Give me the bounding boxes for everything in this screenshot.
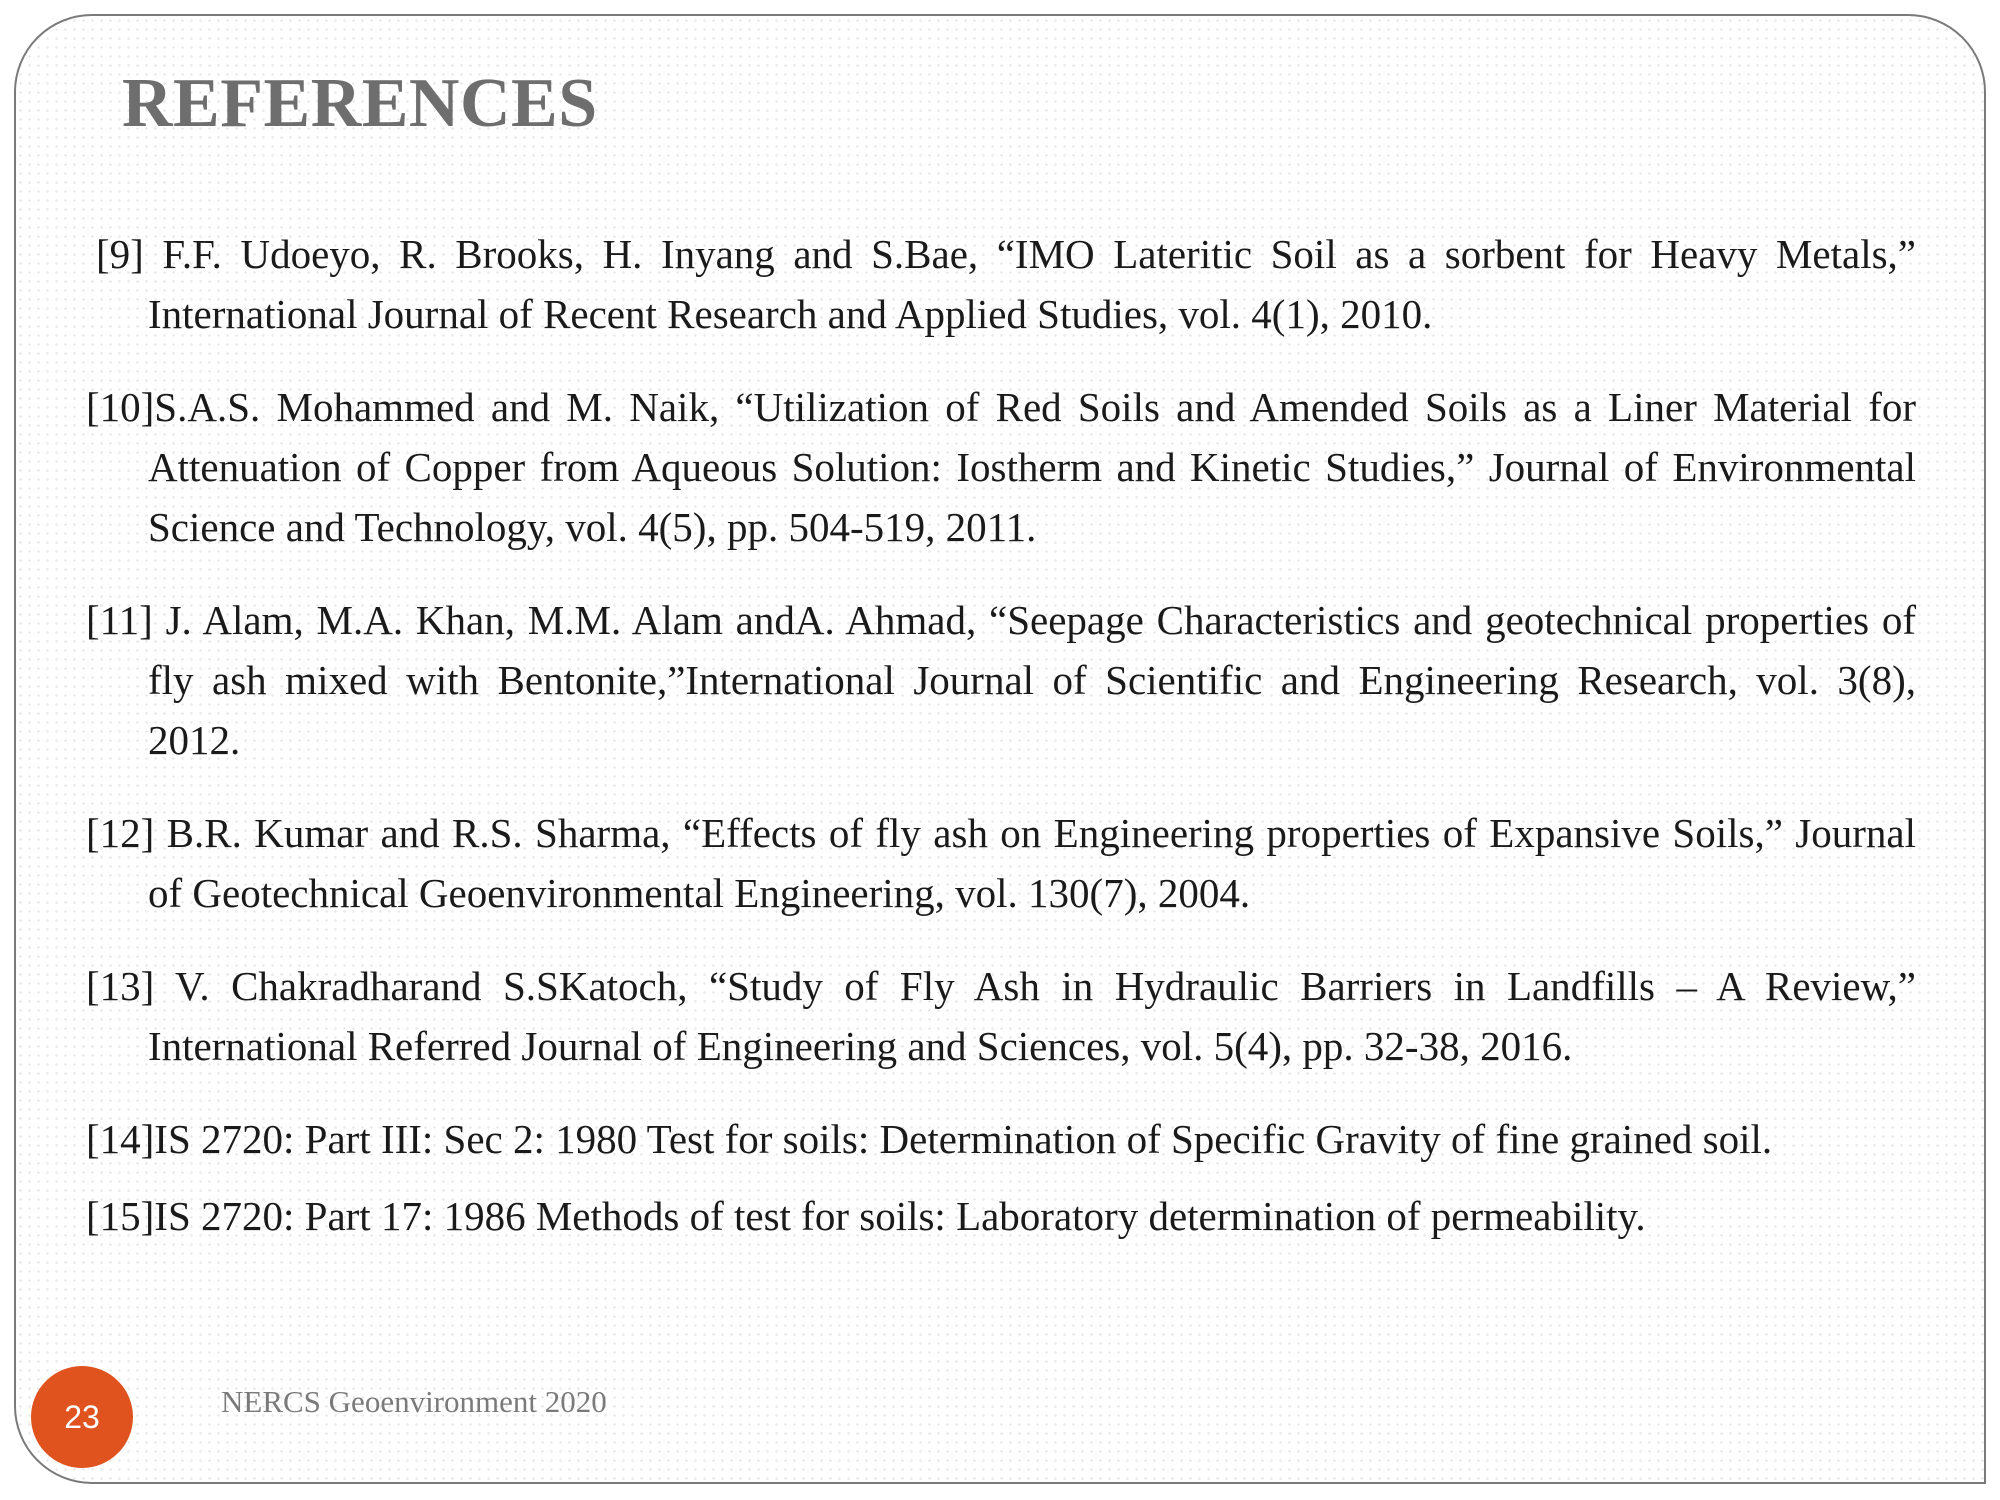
reference-item-11: [11] J. Alam, M.A. Khan, M.M. Alam andA. Ahmad, “Seepage Characteristics and geotechnical properties of fly ash mixed with Bentonite,”International Journal of Scientific and Engineering Research, vol. 3(8), 2012.	[86, 597, 1916, 763]
reference-item-9: [9] F.F. Udoeyo, R. Brooks, H. Inyang and S.Bae, “IMO Lateritic Soil as a sorbent for Heavy Metals,” International Journal of Recent Research and Applied Studies, vol. 4(1), 2010.	[96, 231, 1916, 337]
reference-item-15: [15]IS 2720: Part 17: 1986 Methods of test for soils: Laboratory determination of permeability.	[86, 1193, 1646, 1239]
reference-item-13: [13] V. Chakradharand S.SKatoch, “Study of Fly Ash in Hydraulic Barriers in Landfills – A Review,” International Referred Journal of Engineering and Sciences, vol. 5(4), pp. 32-38, 2016.	[86, 963, 1916, 1069]
reference-item-14: [14]IS 2720: Part III: Sec 2: 1980 Test for soils: Determination of Specific Gravity of fine grained soil.	[86, 1116, 1773, 1162]
reference-item-10: [10]S.A.S. Mohammed and M. Naik, “Utilization of Red Soils and Amended Soils as a Liner Material for Attenuation of Copper from Aqueous Solution: Iostherm and Kinetic Studies,” Journal of Environmental Science and Technology, vol. 4(5), pp. 504-519, 2011.	[86, 384, 1916, 550]
page-number-badge: 23	[31, 1366, 133, 1468]
footer-text: NERCS Geoenvironment 2020	[221, 1384, 607, 1419]
slide-title: REFERENCES	[122, 65, 598, 142]
reference-list	[86, 224, 1916, 1246]
reference-item-12: [12] B.R. Kumar and R.S. Sharma, “Effects of fly ash on Engineering properties of Expansive Soils,” Journal of Geotechnical Geoenvironmental Engineering, vol. 130(7), 2004.	[86, 810, 1916, 916]
